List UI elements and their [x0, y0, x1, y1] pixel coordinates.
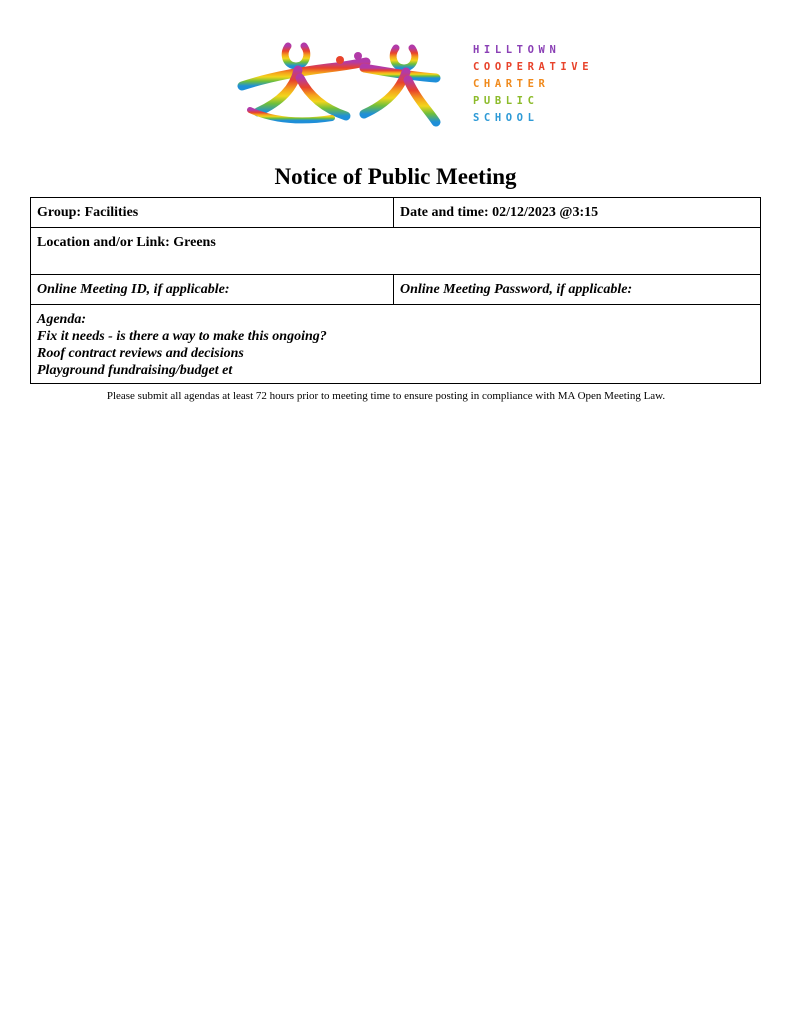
date-time-cell: Date and time: 02/12/2023 @3:15	[394, 198, 761, 228]
agenda-item: Roof contract reviews and decisions	[37, 346, 244, 361]
logo-text-line-3: CHARTER	[473, 78, 550, 90]
location-cell: Location and/or Link: Greens	[31, 228, 761, 275]
logo-text-line-1: HILLTOWN	[473, 44, 561, 56]
table-row	[31, 228, 761, 275]
logo-text-line-5: SCHOOL	[473, 112, 539, 124]
online-meeting-id-cell: Online Meeting ID, if applicable:	[31, 275, 394, 305]
table-row	[31, 198, 761, 228]
agenda-label: Agenda:	[37, 312, 86, 327]
logo-text-line-2: COOPERATIVE	[473, 61, 594, 73]
logo-text-line-4: PUBLIC	[473, 95, 539, 107]
agenda-item: Playground fundraising/budget et	[37, 363, 233, 378]
online-meeting-password-cell: Online Meeting Password, if applicable:	[394, 275, 761, 305]
page-title: Notice of Public Meeting	[274, 164, 517, 189]
meeting-notice-table	[30, 197, 761, 384]
agenda-item: Fix it needs - is there a way to make this ongoing?	[37, 329, 327, 344]
posting-requirement-note: Please submit all agendas at least 72 hours prior to meeting time to ensure posting in compliance with MA Open Meeting Law.	[106, 390, 666, 402]
table-row	[31, 275, 761, 305]
table-row	[31, 305, 761, 384]
group-cell: Group: Facilities	[31, 198, 394, 228]
agenda-cell	[31, 305, 761, 384]
